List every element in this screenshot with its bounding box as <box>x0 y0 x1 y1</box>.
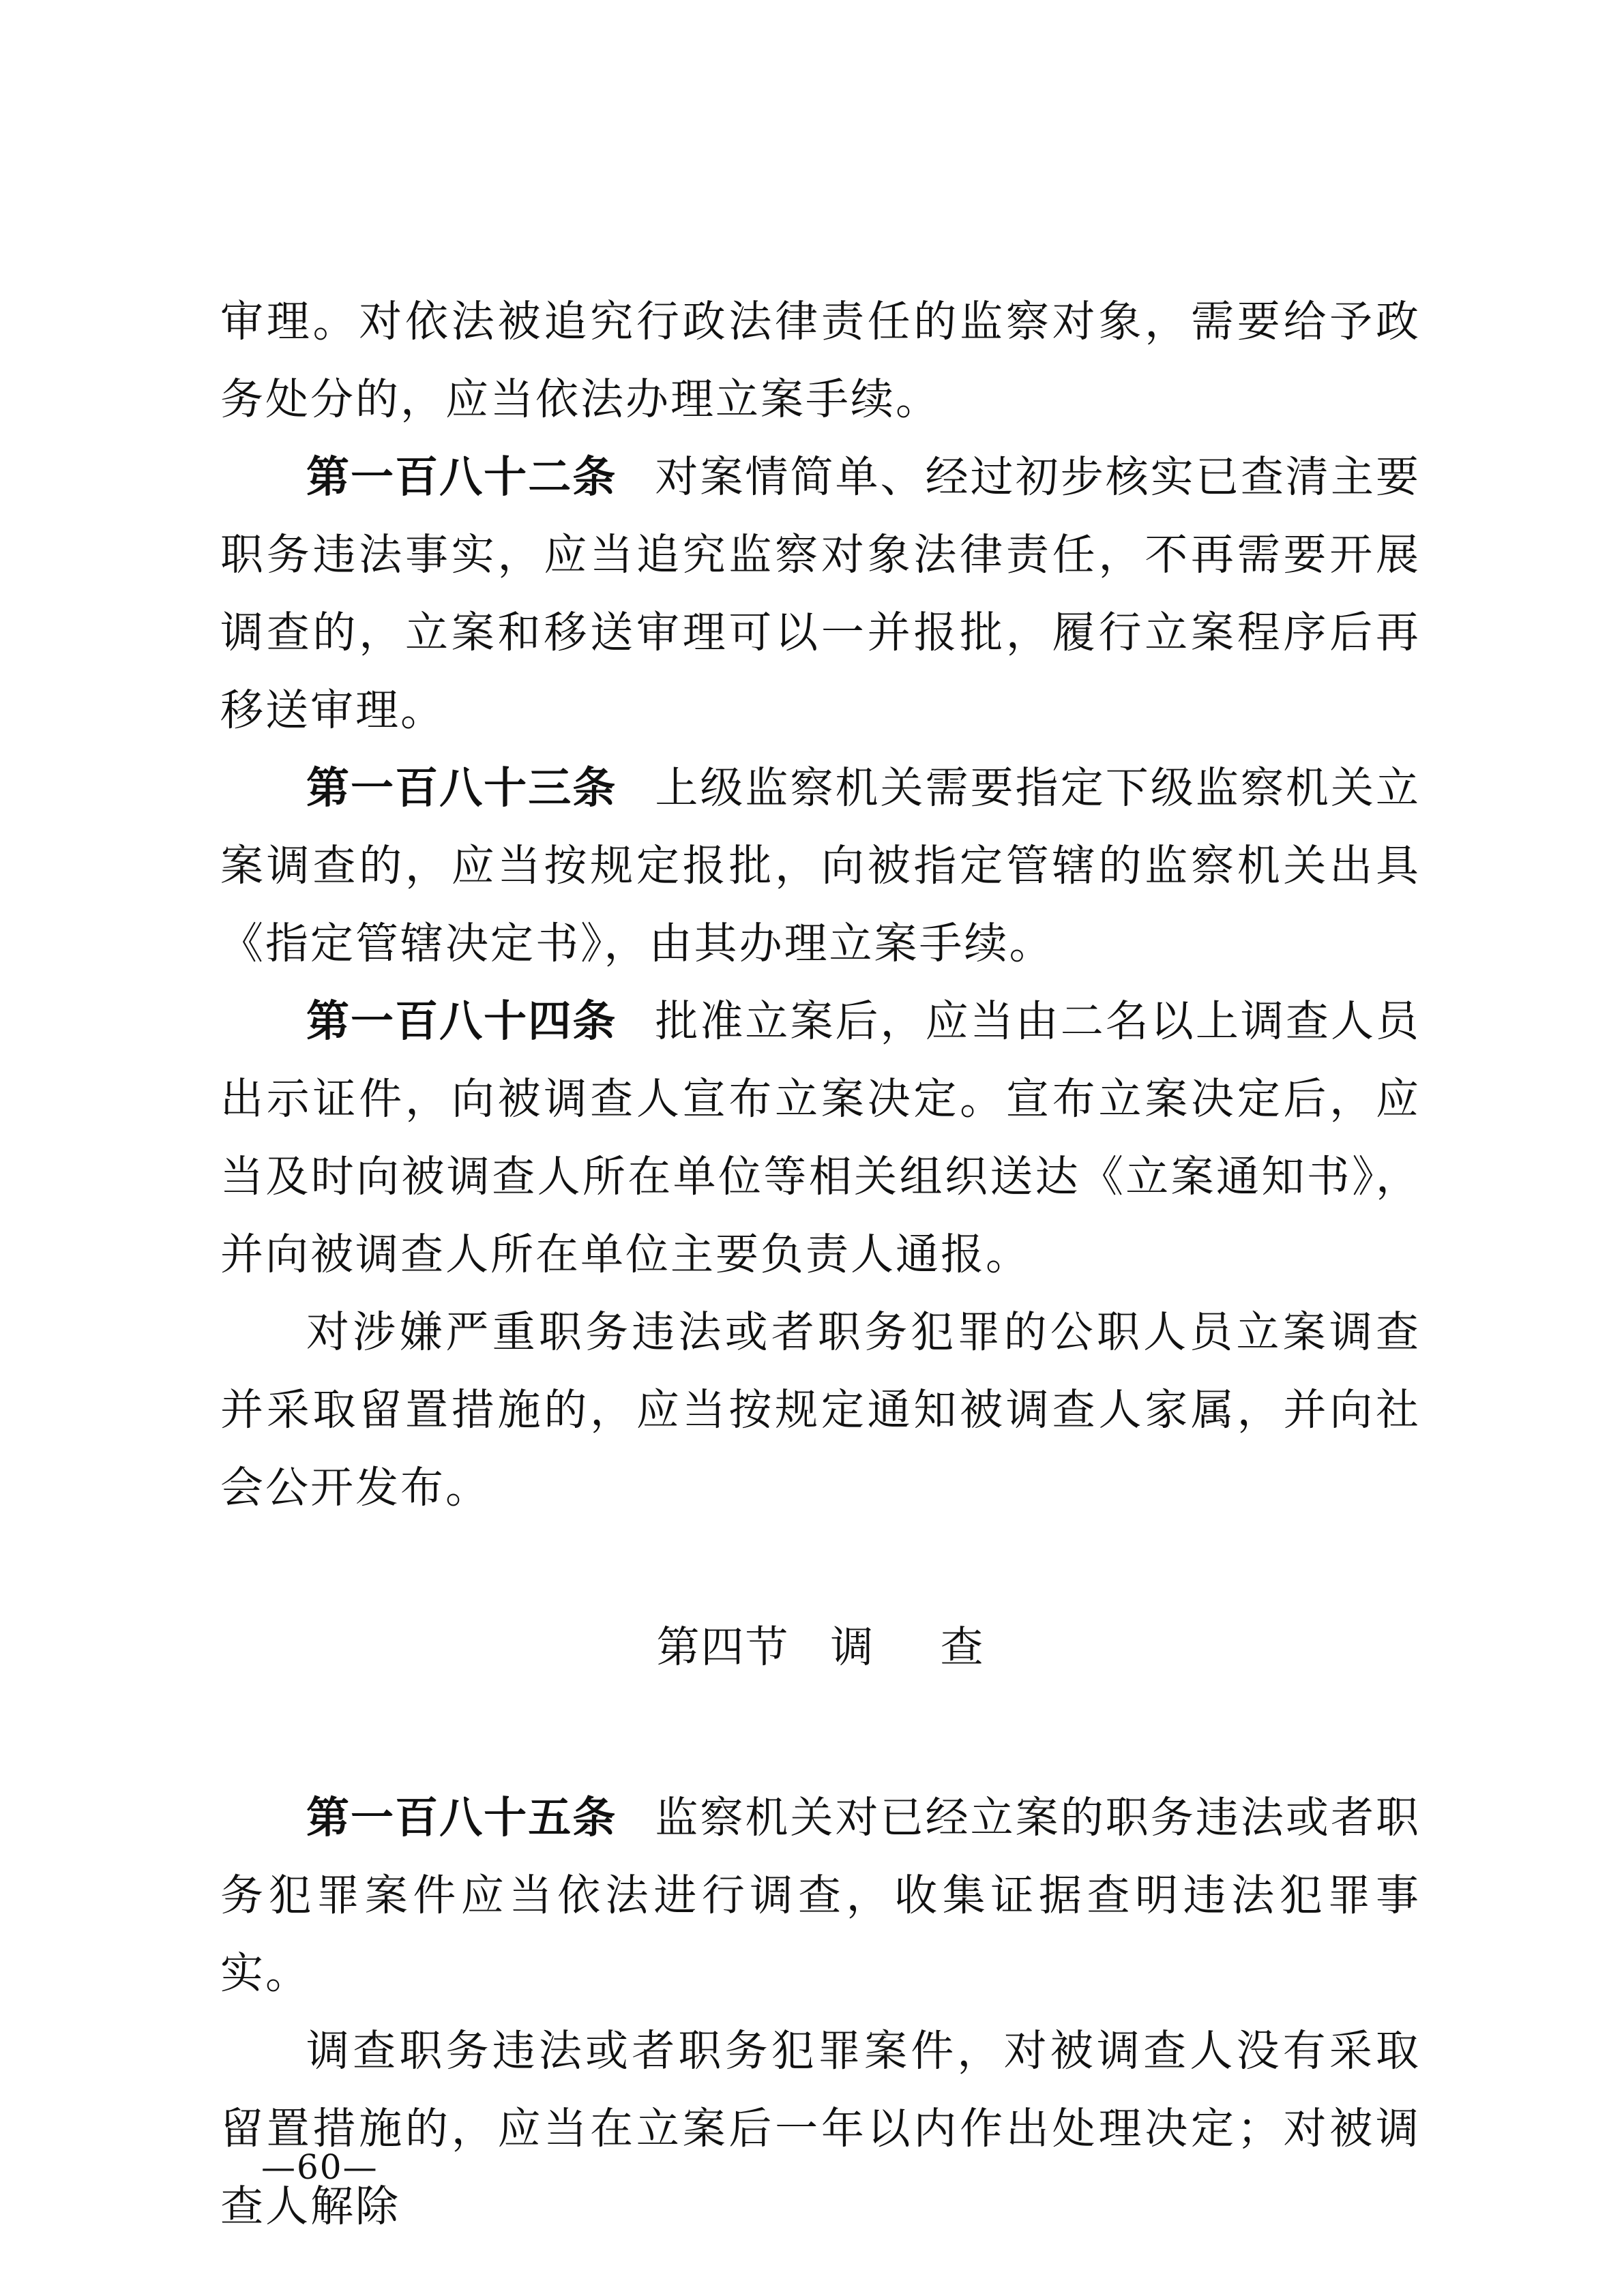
article-184-paragraph-2 <box>220 1294 1421 1527</box>
document-body <box>220 283 1421 2246</box>
article-number: 第一百八十二条 <box>306 452 617 502</box>
article-182 <box>220 438 1421 749</box>
article-184 <box>220 983 1421 1294</box>
page-number: —60— <box>261 2147 379 2187</box>
section-number: 第四节 <box>656 1622 790 1672</box>
article-number: 第一百八十三条 <box>306 763 617 813</box>
article-number: 第一百八十五条 <box>306 1793 617 1843</box>
article-185-paragraph-2 <box>220 2012 1421 2246</box>
article-185 <box>220 1779 1421 2012</box>
paragraph-text: 对案情简单、经过初步核实已查清主要职务违法事实，应当追究监察对象法律责任，不再需要开展调查的，立案和移送审理可以一并报批，履行立案程序后再移送审理。 <box>220 452 1421 735</box>
paragraph-text: 监察机关对已经立案的职务违法或者职务犯罪案件应当依法进行调查，收集证据查明违法犯罪事实。 <box>220 1793 1421 1998</box>
paragraph-text: 对涉嫌严重职务违法或者职务犯罪的公职人员立案调查并采取留置措施的，应当按规定通知被调查人家属，并向社会公开发布。 <box>220 1307 1421 1512</box>
paragraph-text: 批准立案后，应当由二名以上调查人员出示证件，向被调查人宣布立案决定。宣布立案决定后，应当及时向被调查人所在单位等相关组织送达《立案通知书》，并向被调查人所在单位主要负责人通报。 <box>220 996 1421 1279</box>
section-heading <box>220 1609 1421 1686</box>
article-183 <box>220 749 1421 983</box>
paragraph-text: 调查职务违法或者职务犯罪案件，对被调查人没有采取留置措施的，应当在立案后一年以内作出处理决定；对被调查人解除 <box>220 2026 1421 2231</box>
article-number: 第一百八十四条 <box>306 996 617 1046</box>
paragraph-text: 上级监察机关需要指定下级监察机关立案调查的，应当按规定报批，向被指定管辖的监察机关出具《指定管辖决定书》，由其办理立案手续。 <box>220 763 1421 968</box>
section-title-char-2: 查 <box>940 1622 985 1672</box>
paragraph-continuation <box>220 283 1421 438</box>
section-title-char-1: 调 <box>830 1622 875 1672</box>
paragraph-text: 审理。对依法被追究行政法律责任的监察对象，需要给予政务处分的，应当依法办理立案手续。 <box>220 297 1421 424</box>
